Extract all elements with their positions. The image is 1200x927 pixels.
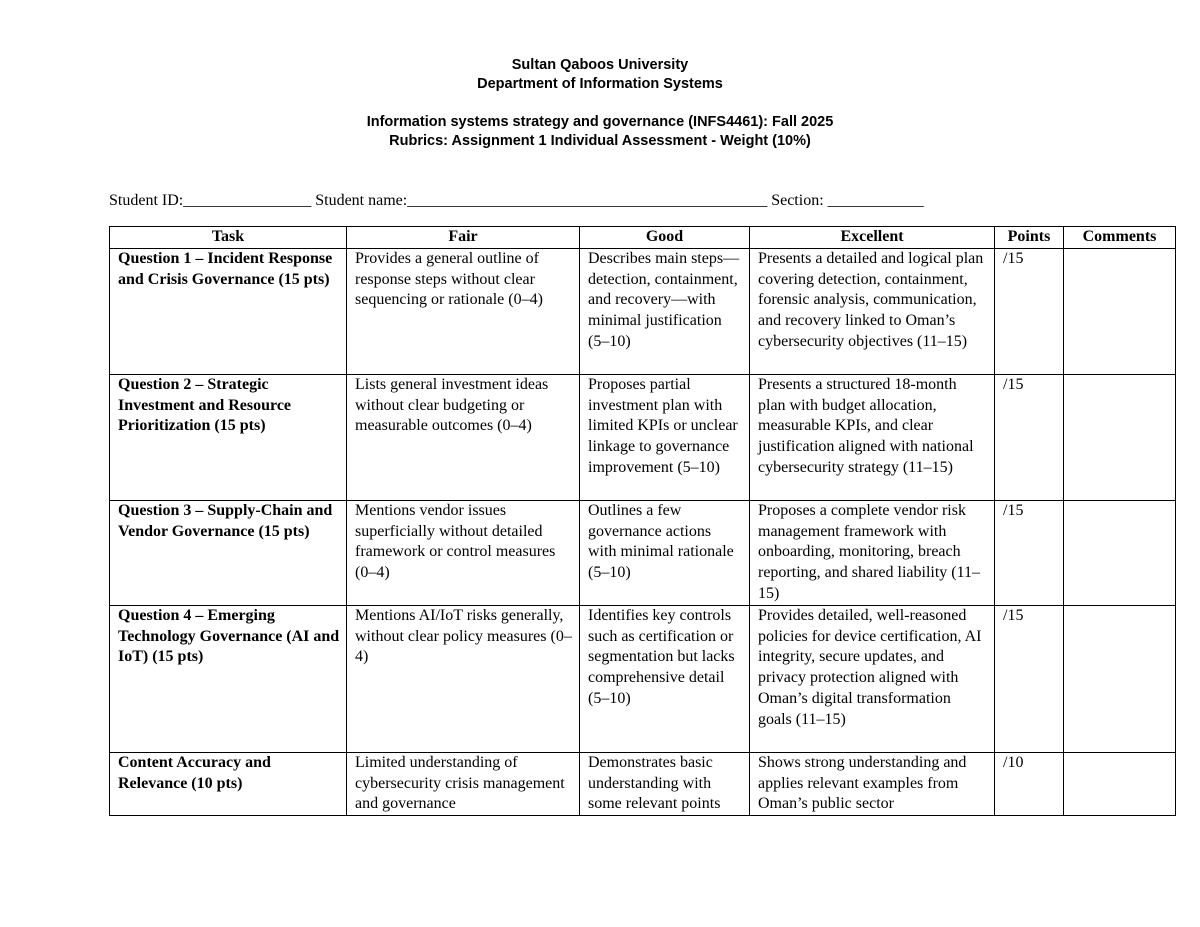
header-good: Good bbox=[580, 227, 750, 249]
student-name-label: Student name: bbox=[311, 192, 408, 209]
fair-cell: Limited understanding of cybersecurity crisis management and governance bbox=[347, 752, 580, 815]
fair-cell: Mentions vendor issues superficially without detailed framework or control measures (0–4) bbox=[347, 500, 580, 605]
task-cell: Question 4 – Emerging Technology Governance (AI and IoT) (15 pts) bbox=[110, 605, 347, 752]
section-blank: ____________ bbox=[827, 192, 924, 209]
student-info-line bbox=[109, 191, 1109, 211]
header-points: Points bbox=[995, 227, 1064, 249]
task-cell: Content Accuracy and Relevance (10 pts) bbox=[110, 752, 347, 815]
fair-cell: Lists general investment ideas without clear budgeting or measurable outcomes (0–4) bbox=[347, 374, 580, 500]
header-fair: Fair bbox=[347, 227, 580, 249]
department-name: Department of Information Systems bbox=[477, 76, 723, 92]
excellent-cell: Presents a detailed and logical plan covering detection, containment, forensic analysis, communication, and recovery linked to Oman’s cybersecurity objectives (11–15) bbox=[750, 248, 995, 374]
header-comments: Comments bbox=[1064, 227, 1176, 249]
table-row bbox=[110, 500, 1176, 605]
table-row bbox=[110, 248, 1176, 374]
table-header-row bbox=[110, 227, 1176, 249]
points-cell: /15 bbox=[995, 500, 1064, 605]
rubric-table bbox=[109, 226, 1176, 816]
rubrics-text: Assignment 1 Individual Assessment - Weight (10%) bbox=[447, 133, 811, 149]
course-title: Information systems strategy and governance (INFS4461): Fall 2025 bbox=[366, 114, 834, 130]
header-gap bbox=[0, 94, 1200, 113]
document-header bbox=[0, 56, 1200, 151]
excellent-cell: Proposes a complete vendor risk management framework with onboarding, monitoring, breach reporting, and shared liability (11–15) bbox=[750, 500, 995, 605]
task-cell: Question 1 – Incident Response and Crisis Governance (15 pts) bbox=[110, 248, 347, 374]
table-row bbox=[110, 752, 1176, 815]
student-id-label: Student ID: bbox=[109, 192, 184, 209]
header-excellent: Excellent bbox=[750, 227, 995, 249]
comments-cell bbox=[1064, 752, 1176, 815]
rubrics-line bbox=[0, 132, 1200, 151]
good-cell: Proposes partial investment plan with limited KPIs or unclear linkage to governance improvement (5–10) bbox=[580, 374, 750, 500]
good-cell: Outlines a few governance actions with minimal rationale (5–10) bbox=[580, 500, 750, 605]
comments-cell bbox=[1064, 605, 1176, 752]
task-cell: Question 2 – Strategic Investment and Resource Prioritization (15 pts) bbox=[110, 374, 347, 500]
university-name: Sultan Qaboos University bbox=[511, 57, 689, 73]
points-cell: /15 bbox=[995, 374, 1064, 500]
comments-cell bbox=[1064, 248, 1176, 374]
excellent-cell: Provides detailed, well-reasoned policies for device certification, AI integrity, secure updates, and privacy protection aligned with Oman’s digital transformation goals (11–15) bbox=[750, 605, 995, 752]
section-label: Section: bbox=[767, 192, 828, 209]
student-id-blank: ________________ bbox=[183, 192, 312, 209]
comments-cell bbox=[1064, 500, 1176, 605]
points-cell: /10 bbox=[995, 752, 1064, 815]
fair-cell: Provides a general outline of response steps without clear sequencing or rationale (0–4) bbox=[347, 248, 580, 374]
comments-cell bbox=[1064, 374, 1176, 500]
student-name-blank: _____________________________________________ bbox=[407, 192, 768, 209]
good-cell: Describes main steps—detection, containment, and recovery—with minimal justification (5–10) bbox=[580, 248, 750, 374]
table-row bbox=[110, 605, 1176, 752]
rubrics-label: Rubrics: bbox=[389, 133, 448, 149]
fair-cell: Mentions AI/IoT risks generally, without clear policy measures (0–4) bbox=[347, 605, 580, 752]
table-row bbox=[110, 374, 1176, 500]
points-cell: /15 bbox=[995, 605, 1064, 752]
good-cell: Identifies key controls such as certification or segmentation but lacks comprehensive detail (5–10) bbox=[580, 605, 750, 752]
points-cell: /15 bbox=[995, 248, 1064, 374]
header-task: Task bbox=[110, 227, 347, 249]
task-cell: Question 3 – Supply-Chain and Vendor Governance (15 pts) bbox=[110, 500, 347, 605]
excellent-cell: Shows strong understanding and applies relevant examples from Oman’s public sector bbox=[750, 752, 995, 815]
excellent-cell: Presents a structured 18-month plan with budget allocation, measurable KPIs, and clear justification aligned with national cybersecurity strategy (11–15) bbox=[750, 374, 995, 500]
good-cell: Demonstrates basic understanding with some relevant points bbox=[580, 752, 750, 815]
